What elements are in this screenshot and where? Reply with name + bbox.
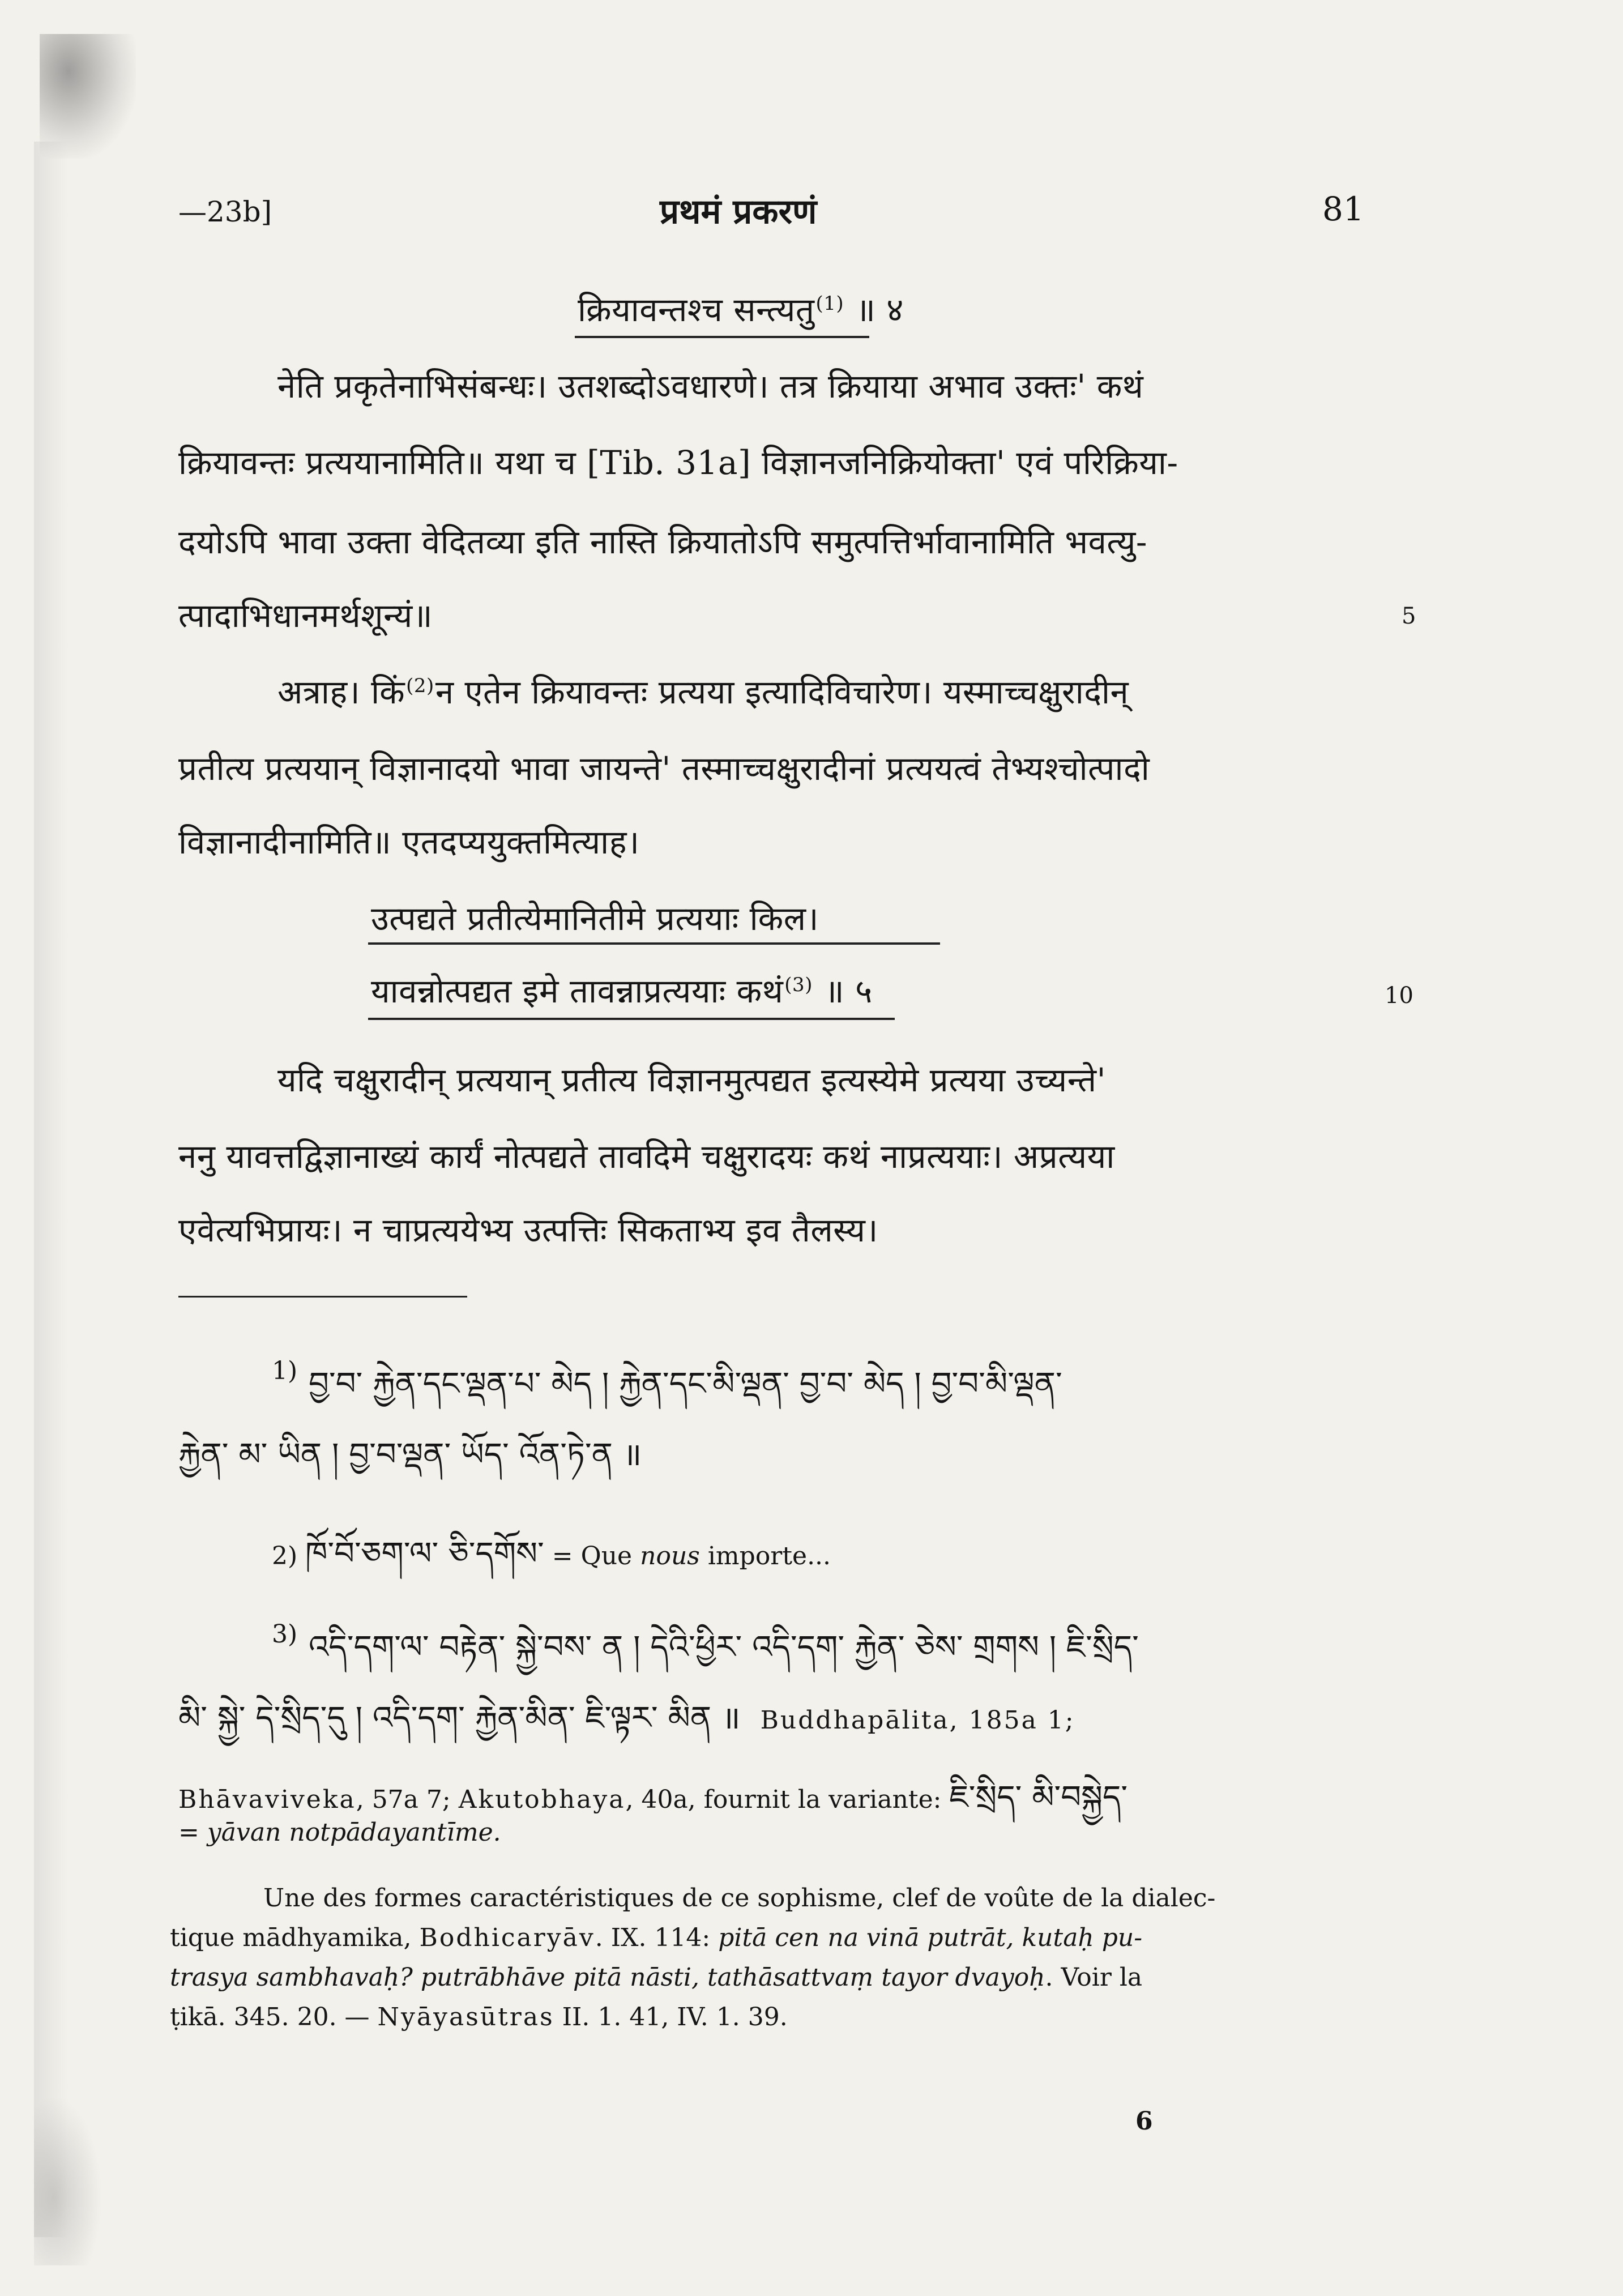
verse-4 <box>578 286 904 331</box>
footnote-3-line-4 <box>178 1818 501 1847</box>
text-run: न एतेन क्रियावन्तः प्रत्यया इत्यादिविचारेण। यस्माच्चक्षुरादीन् <box>435 673 1129 711</box>
page-number: 81 <box>1322 190 1364 228</box>
commentary-line <box>277 668 1129 713</box>
page-scuff <box>34 2096 102 2265</box>
tibetan-text: ཁོ་བོ་ཅག་ལ་ ཅི་དགོས་ <box>305 1535 544 1572</box>
note-line <box>170 1920 1142 1956</box>
reference-text: Buddhapālita, 185a 1; <box>760 1706 1075 1735</box>
text-run: II. 1. 41, IV. 1. 39. <box>554 2003 788 2032</box>
footnote-1-line-2: རྐྱེན་ མ་ ཡིན ། བྱ་བ་ལྡན་ ཡོད་ འོན་ཏེ་ན ॥ <box>178 1436 642 1473</box>
reference-text: , 57a 7; <box>356 1785 459 1814</box>
note-line <box>170 1960 1142 1996</box>
reference-text: , 40a, fournit la variante: <box>625 1785 942 1814</box>
commentary-line: ननु यावत्तद्विज्ञानाख्यं कार्यं नोत्पद्यते तावदिमे चक्षुरादयः कथं नाप्रत्ययाः। अप्रत्यया <box>178 1137 1115 1176</box>
page-section-ref: —23b] <box>178 195 272 228</box>
text-run: . IX. 114: <box>595 1923 719 1952</box>
verse-number: ॥ ५ <box>824 972 873 1010</box>
text-run: trasya sambhavaḥ? putrābhāve pitā nāsti, tathāsattvaṃ tayor dvayoḥ <box>170 1963 1045 1992</box>
footnote-1-line-1: བྱ་བ་ རྐྱེན་དང་ལྡན་པ་ མེད ། རྐྱེན་དང་མི་ལྡན་ བྱ་བ་ མེད ། བྱ་བ་མི་ལྡན་ <box>309 1365 1062 1402</box>
verse-underline <box>575 336 869 338</box>
footnote-3-line-1: འདི་དག་ལ་ བརྟེན་ སྐྱེ་བས་ ན ། དེའི་ཕྱིར་ འདི་དག་ རྐྱེན་ ཅེས་ གྲགས ། ཇི་སྲིད་ <box>309 1629 1139 1666</box>
page-edge-shadow <box>34 142 68 2237</box>
text-run: अत्राह। किं <box>277 673 405 711</box>
note-line <box>170 1999 788 2035</box>
reference-text: Akutobhaya <box>458 1785 626 1814</box>
commentary-line: त्पादाभिधानमर्थशून्यं॥ <box>178 596 433 635</box>
commentary-line: एवेत्यभिप्रायः। न चाप्रत्ययेभ्य उत्पत्तिः सिकताभ्य इव तैलस्य। <box>178 1211 878 1249</box>
tibetan-text: མི་ སྐྱེ་ དེ་སྲིད་དུ ། འདི་དག་ རྐྱེན་མིན་ ཇི་ལྟར་ མིན ॥ <box>178 1700 741 1736</box>
text-run: tique mādhyamika, <box>170 1923 420 1952</box>
tibetan-text: ཇི་སྲིད་ མི་བསྐྱེད་ <box>949 1779 1128 1816</box>
verse-underline <box>368 942 940 945</box>
text-run: . Voir la <box>1045 1963 1143 1992</box>
footnote-1-label: 1) <box>272 1356 298 1385</box>
signature-mark: 6 <box>1135 2107 1153 2136</box>
gloss-italic: yāvan notpādayantīme. <box>207 1818 501 1847</box>
verse-text: क्रियावन्तश्च सन्त्यतु <box>578 291 815 329</box>
footnote-2-label: 2) <box>272 1542 298 1571</box>
commentary-line: प्रतीत्य प्रत्ययान् विज्ञानादयो भावा जायन्ते' तस्माच्चक्षुरादीनां प्रत्ययत्वं तेभ्यश्चोत्पादो <box>178 749 1150 788</box>
commentary-line: विज्ञानादीनामिति॥ एतदप्ययुक्तमित्याह। <box>178 823 640 861</box>
commentary-line: यदि चक्षुरादीन् प्रत्ययान् प्रतीत्य विज्ञानमुत्पद्यत इत्यस्येमे प्रत्यया उच्यन्ते' <box>277 1061 1107 1099</box>
footnote-2 <box>272 1518 831 1607</box>
commentary-line: दयोऽपि भावा उक्ता वेदितव्या इति नास्ति क्रियातोऽपि समुत्पत्तिर्भावानामिति भवत्यु- <box>178 523 1147 561</box>
running-title: प्रथमं प्रकरणं <box>660 192 817 232</box>
text-run: Nyāyasūtras <box>377 2003 554 2032</box>
page-scuff <box>40 34 136 159</box>
footnote-3-line-2 <box>178 1682 1075 1772</box>
reference-text: Bhāvaviveka <box>178 1785 356 1814</box>
footnote-3-label: 3) <box>272 1620 298 1649</box>
note-line: Une des formes caractéristiques de ce sophisme, clef de voûte de la dialec- <box>263 1884 1216 1913</box>
verse-5-line-1: उत्पद्यते प्रतीत्येमानितीमे प्रत्ययाः किल। <box>371 899 819 938</box>
footnote-mark: (2) <box>406 674 434 697</box>
line-number: 10 <box>1385 983 1413 1009</box>
gloss-text: = Que <box>552 1542 633 1571</box>
verse-number: ॥ ४ <box>856 291 904 329</box>
gloss-italic: nous <box>640 1542 700 1571</box>
text-run: pitā cen na vinā putrāt, kutaḥ pu- <box>718 1923 1143 1952</box>
gloss-text: = <box>178 1818 199 1847</box>
gloss-text: importe... <box>707 1542 831 1571</box>
commentary-line: क्रियावन्तः प्रत्ययानामिति॥ यथा च [Tib. 31a] विज्ञानजनिक्रियोक्ता' एवं परिक्रिया- <box>178 443 1178 482</box>
verse-text: यावन्नोत्पद्यत इमे तावन्नाप्रत्ययाः कथं <box>371 972 784 1010</box>
text-run: ṭikā <box>170 2003 218 2032</box>
text-run: . 345. 20. — <box>217 2003 378 2032</box>
footnote-mark: (3) <box>784 973 813 996</box>
text-run: Bodhicaryāv <box>419 1923 595 1952</box>
footnote-mark: (1) <box>815 292 844 315</box>
line-number: 5 <box>1402 603 1416 629</box>
verse-underline <box>368 1018 895 1020</box>
footnote-separator <box>178 1296 467 1298</box>
verse-5-line-2 <box>371 967 873 1012</box>
commentary-line: नेति प्रकृतेनाभिसंबन्धः। उतशब्दोऽवधारणे। तत्र क्रियाया अभाव उक्तः' कथं <box>277 367 1144 406</box>
